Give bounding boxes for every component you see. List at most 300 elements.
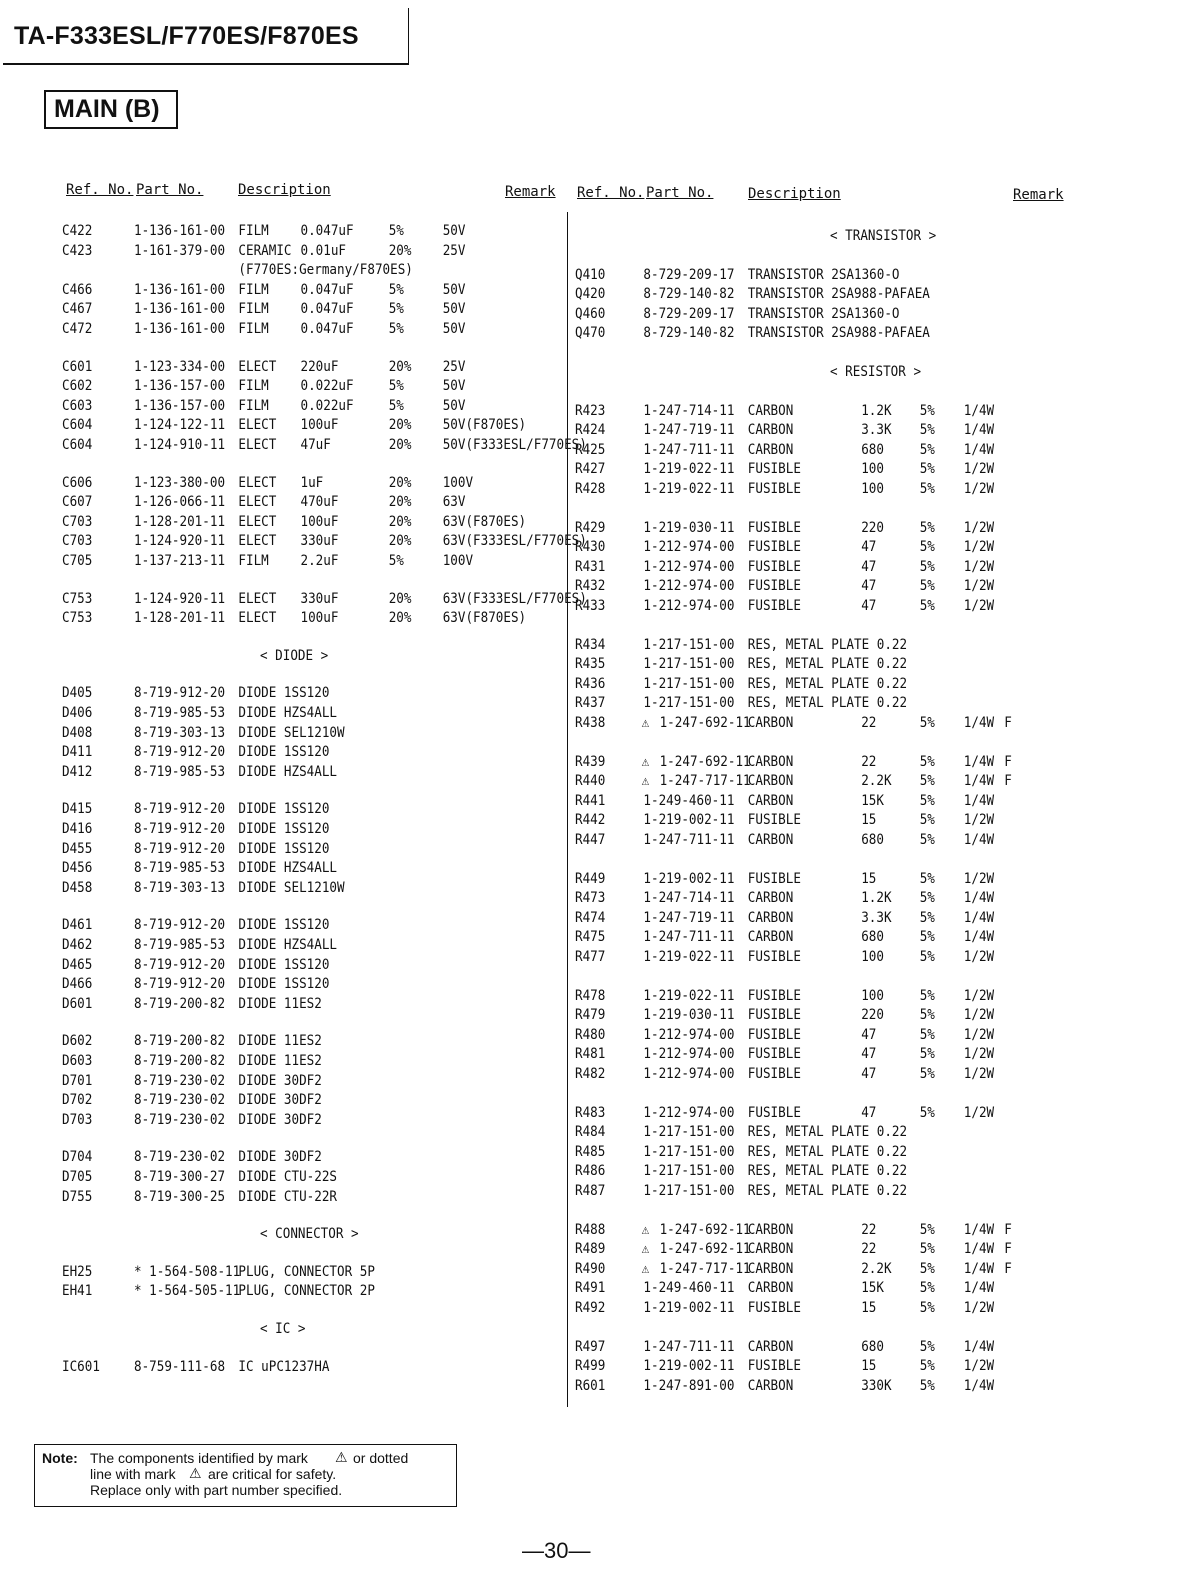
ref-no: R439 [575, 753, 606, 770]
tolerance: 5% [919, 578, 935, 595]
tolerance: 5% [919, 812, 935, 829]
ref-no: D462 [62, 937, 93, 953]
description: CARBON [747, 402, 794, 419]
value: 0.047uF [300, 321, 354, 337]
ref-no: R423 [575, 402, 606, 419]
ref-no: R427 [575, 461, 606, 478]
description: RES, METAL PLATE 0.22 [747, 675, 908, 692]
description: CARBON [747, 1260, 794, 1277]
part-no: 1-217-151-00 [643, 636, 735, 653]
ref-no: R491 [575, 1280, 606, 1297]
part-no: 8-719-230-02 [134, 1149, 226, 1166]
description: RES, METAL PLATE 0.22 [747, 1183, 908, 1199]
ref-no: C602 [62, 378, 93, 395]
part-no: 8-759-111-68 [134, 1358, 226, 1375]
part-row [575, 1046, 1088, 1065]
tolerance: 20% [388, 494, 412, 511]
description: FUSIBLE [747, 598, 801, 614]
part-row [575, 832, 1088, 851]
category-heading: < TRANSISTOR > [830, 228, 937, 244]
part-row [575, 676, 1088, 695]
ref-no: R437 [575, 695, 606, 712]
value: 470uF [300, 494, 339, 511]
description: CARBON [747, 422, 794, 439]
rating: 63V(F333ESL/F770ES) [442, 533, 587, 550]
tolerance: 20% [388, 533, 412, 550]
part-no: 8-719-985-53 [134, 937, 226, 953]
wattage: 1/2W [963, 949, 995, 965]
part-no: 8-719-985-53 [134, 705, 226, 721]
wattage: 1/4W [963, 1338, 995, 1355]
ref-no: R436 [575, 675, 606, 692]
value: 47 [861, 1066, 877, 1082]
part-no: 1-212-974-00 [643, 1046, 735, 1063]
tolerance: 5% [919, 598, 935, 614]
tolerance: 5% [919, 1241, 935, 1258]
tolerance: 5% [919, 929, 935, 946]
ref-no: R489 [575, 1241, 606, 1258]
ref-no: R435 [575, 656, 606, 673]
ref-no: C753 [62, 610, 93, 627]
wattage: 1/2W [963, 558, 995, 575]
ref-no: R447 [575, 832, 606, 848]
part-no: 1-219-002-11 [643, 870, 735, 887]
ref-no: Q410 [575, 266, 606, 283]
tolerance: 5% [919, 949, 935, 965]
description: RES, METAL PLATE 0.22 [747, 1143, 908, 1160]
part-row [575, 559, 1088, 578]
part-row [62, 398, 557, 417]
tolerance: 5% [919, 870, 935, 887]
value: 330uF [300, 590, 339, 607]
value: 47uF [300, 437, 331, 453]
value: 22 [861, 715, 877, 731]
wattage: 1/2W [963, 539, 995, 556]
ref-no: R441 [575, 792, 606, 809]
description: FUSIBLE [747, 1046, 801, 1063]
value: 680 [861, 929, 884, 946]
value: 15 [861, 870, 877, 887]
category-heading: < RESISTOR > [830, 364, 922, 380]
part-row [62, 725, 557, 744]
description: DIODE HZS4ALL [238, 860, 338, 877]
part-no: 8-719-912-20 [134, 956, 226, 973]
description: CARBON [747, 1221, 794, 1238]
rating: 63V(F870ES) [442, 610, 527, 627]
part-no: 8-719-912-20 [134, 821, 226, 837]
title-underline [3, 63, 409, 65]
ref-no: IC601 [62, 1358, 100, 1375]
description: ELECT [238, 590, 277, 607]
wattage: 1/4W [963, 1377, 995, 1394]
part-row [575, 306, 1088, 325]
part-row [575, 1378, 1088, 1397]
part-no: 8-719-303-13 [134, 724, 226, 741]
part-row [575, 286, 1088, 305]
rating: 50V [442, 281, 466, 298]
tolerance: 5% [919, 1260, 935, 1277]
part-row [62, 475, 557, 494]
description: CARBON [747, 441, 794, 458]
note-label: Note: [42, 1450, 78, 1466]
tolerance: 5% [919, 481, 935, 497]
description: ELECT [238, 417, 277, 434]
tolerance: 5% [919, 1026, 935, 1043]
tolerance: 5% [919, 1280, 935, 1297]
description: ELECT [238, 513, 277, 530]
wattage: 1/2W [963, 519, 995, 536]
ref-no: R601 [575, 1377, 606, 1394]
ref-no: C703 [62, 513, 93, 530]
description: TRANSISTOR 2SA1360-O [747, 305, 900, 322]
value: 100 [861, 481, 884, 497]
part-row [575, 1241, 1088, 1260]
part-row [575, 1222, 1088, 1241]
section-heading: MAIN (B) [54, 95, 160, 123]
description: FUSIBLE [747, 461, 801, 478]
value: 1.2K [861, 402, 892, 419]
wattage: 1/2W [963, 1026, 995, 1043]
remark: F [1004, 753, 1012, 770]
value: 0.047uF [300, 223, 354, 239]
ref-no: R425 [575, 441, 606, 458]
part-no: 1-212-974-00 [643, 1104, 735, 1121]
tolerance: 20% [388, 242, 412, 259]
description: FUSIBLE [747, 1026, 801, 1043]
ref-no: R449 [575, 870, 606, 887]
part-no: 1-217-151-00 [643, 675, 735, 692]
part-no: 8-719-200-82 [134, 1033, 226, 1050]
part-no: 1-217-151-00 [643, 1143, 735, 1160]
rating: 50V [442, 378, 466, 395]
value: 100uF [300, 610, 339, 627]
tolerance: 5% [388, 553, 404, 569]
part-row [62, 590, 587, 610]
tolerance: 20% [388, 474, 412, 491]
note-line-3: Replace only with part number specified. [90, 1482, 343, 1498]
safety-mark-icon: ⚠ [641, 1260, 650, 1277]
value: 47 [861, 1046, 877, 1063]
part-row [62, 1053, 557, 1072]
description: CARBON [747, 715, 794, 731]
description: DIODE HZS4ALL [238, 763, 338, 780]
part-no: 1-247-717-11 [659, 773, 751, 790]
part-row [575, 1027, 1088, 1046]
description: PLUG, CONNECTOR 2P [238, 1283, 375, 1300]
description: DIODE CTU-22S [238, 1169, 338, 1185]
tolerance: 5% [919, 1221, 935, 1238]
ref-no: C422 [62, 223, 93, 239]
ref-no: R499 [575, 1358, 606, 1375]
part-row [575, 793, 1088, 812]
part-no: 1-247-692-11 [659, 715, 751, 731]
wattage: 1/2W [963, 1066, 995, 1082]
part-row [575, 1183, 1088, 1202]
description: FILM [238, 553, 269, 569]
part-row [575, 1144, 1088, 1163]
tolerance: 5% [919, 441, 935, 458]
tolerance: 5% [388, 301, 404, 318]
rating: 50V [442, 301, 466, 318]
part-row [62, 821, 557, 840]
value: 1.2K [861, 890, 892, 907]
description: FUSIBLE [747, 987, 801, 1004]
part-row [575, 637, 1088, 656]
ref-no: R478 [575, 987, 606, 1004]
description: CARBON [747, 1280, 794, 1297]
ref-no: C703 [62, 533, 93, 550]
description: (F770ES:Germany/F870ES) [238, 262, 413, 279]
description: ELECT [238, 610, 277, 627]
part-no: 1-249-460-11 [643, 1280, 735, 1297]
description: FILM [238, 321, 269, 337]
ref-no: D701 [62, 1072, 93, 1089]
part-row [575, 988, 1088, 1007]
tolerance: 20% [388, 358, 412, 375]
wattage: 1/4W [963, 792, 995, 809]
part-no: 1-219-002-11 [643, 1300, 735, 1316]
description: CARBON [747, 929, 794, 946]
description: CARBON [747, 832, 794, 848]
remark: F [1004, 773, 1012, 790]
part-no: 8-719-300-27 [134, 1169, 226, 1185]
description: RES, METAL PLATE 0.22 [747, 656, 908, 673]
ref-no: R475 [575, 929, 606, 946]
ref-no: R429 [575, 519, 606, 536]
value: 0.022uF [300, 378, 354, 395]
value: 47 [861, 1104, 877, 1121]
part-no: 1-217-151-00 [643, 1183, 735, 1199]
part-row [62, 494, 557, 513]
value: 0.047uF [300, 301, 354, 318]
ref-no: C607 [62, 494, 93, 511]
part-row [575, 1261, 1088, 1280]
part-row [575, 812, 1088, 831]
description: DIODE 1SS120 [238, 744, 330, 761]
part-no: 1-136-161-00 [134, 321, 226, 337]
ref-no: R433 [575, 598, 606, 614]
part-no: 8-719-912-20 [134, 744, 226, 761]
part-no: 1-219-002-11 [643, 1358, 735, 1375]
description: DIODE 1SS120 [238, 840, 330, 857]
part-row [575, 1105, 1088, 1124]
part-row [62, 917, 557, 936]
description: CARBON [747, 773, 794, 790]
tolerance: 5% [919, 1066, 935, 1082]
value: 100 [861, 461, 884, 478]
tolerance: 5% [919, 715, 935, 731]
value: 2.2K [861, 773, 892, 790]
description: DIODE 11ES2 [238, 1053, 322, 1069]
ref-no: C601 [62, 358, 93, 375]
description: CARBON [747, 1241, 794, 1258]
part-row [62, 301, 557, 320]
description: DIODE SEL1210W [238, 879, 345, 896]
part-row [62, 1359, 557, 1378]
description: FUSIBLE [747, 578, 801, 595]
ref-no: D405 [62, 685, 93, 702]
part-no: 1-124-910-11 [134, 437, 226, 453]
part-no: 1-136-157-00 [134, 378, 226, 395]
description: DIODE 30DF2 [238, 1072, 322, 1089]
part-row [575, 1163, 1088, 1182]
part-row [62, 705, 557, 724]
value: 3.3K [861, 909, 892, 926]
ref-no: R430 [575, 539, 606, 556]
description: DIODE 11ES2 [238, 1033, 322, 1050]
header-part-no-right: Part No. [646, 185, 714, 201]
part-row [62, 996, 557, 1015]
part-no: 1-123-380-00 [134, 474, 226, 491]
ref-no: R480 [575, 1026, 606, 1043]
rating: 50V(F333ESL/F770ES) [442, 437, 587, 453]
tolerance: 5% [919, 1046, 935, 1063]
note-line-1b: or dotted [353, 1450, 409, 1466]
part-row [575, 1280, 1088, 1299]
part-row [575, 929, 1088, 948]
value: 22 [861, 753, 877, 770]
ref-no: R481 [575, 1046, 606, 1063]
part-no: 8-719-230-02 [134, 1092, 226, 1109]
ref-no: R485 [575, 1143, 606, 1160]
part-no: 1-247-719-11 [643, 422, 735, 439]
rating: 100V [442, 474, 474, 491]
part-no: 1-217-151-00 [643, 1124, 735, 1141]
part-no: 1-136-161-00 [134, 223, 226, 239]
value: 680 [861, 832, 884, 848]
part-no: * 1-564-505-11 [134, 1283, 241, 1300]
part-no: 8-729-209-17 [643, 266, 735, 283]
remark: F [1004, 715, 1012, 731]
description: FUSIBLE [747, 558, 801, 575]
safety-mark-icon: ⚠ [641, 1241, 650, 1258]
part-no: 1-123-334-00 [134, 358, 226, 375]
ref-no: R477 [575, 949, 606, 965]
part-no: 1-136-157-00 [134, 397, 226, 414]
part-no: 8-719-912-20 [134, 685, 226, 702]
part-row [575, 773, 1088, 792]
tolerance: 5% [919, 909, 935, 926]
value: 15 [861, 812, 877, 829]
tolerance: 5% [919, 1377, 935, 1394]
part-row [575, 1066, 1088, 1085]
part-row [62, 1033, 557, 1052]
ref-no: D456 [62, 860, 93, 877]
part-row [62, 1112, 557, 1131]
description: FUSIBLE [747, 1300, 801, 1316]
part-row [62, 1264, 557, 1283]
ref-no: R479 [575, 1007, 606, 1024]
part-row [575, 1358, 1088, 1377]
part-no: 1-212-974-00 [643, 558, 735, 575]
part-row [62, 1092, 557, 1111]
model-title: TA-F333ESL/F770ES/F870ES [14, 22, 359, 50]
part-row [62, 957, 557, 976]
part-no: 1-212-974-00 [643, 1026, 735, 1043]
header-ref-no: Ref. No. [66, 182, 134, 198]
description: FUSIBLE [747, 481, 801, 497]
value: 47 [861, 558, 877, 575]
part-no: 1-124-920-11 [134, 590, 226, 607]
part-row [575, 715, 1088, 734]
part-no: 1-247-711-11 [643, 1338, 735, 1355]
description: CARBON [747, 753, 794, 770]
part-no: 8-729-140-82 [643, 286, 735, 303]
value: 47 [861, 539, 877, 556]
tolerance: 5% [388, 397, 404, 414]
ref-no: D465 [62, 956, 93, 973]
description: DIODE 1SS120 [238, 956, 330, 973]
wattage: 1/2W [963, 598, 995, 614]
part-row [62, 1189, 557, 1208]
wattage: 1/2W [963, 987, 995, 1004]
value: 100uF [300, 513, 339, 530]
tolerance: 20% [388, 610, 412, 627]
part-no: 1-212-974-00 [643, 1066, 735, 1082]
ref-no: R442 [575, 812, 606, 829]
description: DIODE SEL1210W [238, 724, 345, 741]
part-row [62, 1073, 557, 1092]
ref-no: D458 [62, 879, 93, 896]
header-part-no: Part No. [136, 182, 204, 198]
part-no: 1-137-213-11 [134, 553, 226, 569]
ref-no: R483 [575, 1104, 606, 1121]
ref-no: C603 [62, 397, 93, 414]
tolerance: 5% [919, 402, 935, 419]
tolerance: 5% [919, 461, 935, 478]
rating: 25V [442, 242, 466, 259]
description: FILM [238, 378, 269, 395]
rating: 63V [442, 494, 466, 511]
part-no: 1-217-151-00 [643, 656, 735, 673]
wattage: 1/2W [963, 481, 995, 497]
tolerance: 20% [388, 513, 412, 530]
tolerance: 5% [919, 539, 935, 556]
part-no: 1-249-460-11 [643, 792, 735, 809]
part-row [62, 321, 557, 340]
description: FILM [238, 301, 269, 318]
wattage: 1/4W [963, 402, 995, 419]
wattage: 1/4W [963, 1260, 995, 1277]
ref-no: R487 [575, 1183, 606, 1199]
part-row [62, 514, 557, 533]
part-row [62, 610, 557, 629]
wattage: 1/4W [963, 422, 995, 439]
description: FILM [238, 397, 269, 414]
ref-no: D703 [62, 1111, 93, 1128]
value: 330uF [300, 533, 339, 550]
safety-mark-icon: ⚠ [641, 715, 650, 731]
rating: 50V(F870ES) [442, 417, 527, 434]
part-row [575, 1339, 1088, 1358]
part-row [62, 860, 557, 879]
ref-no: C604 [62, 437, 93, 453]
remark: F [1004, 1241, 1012, 1258]
part-no: 8-719-985-53 [134, 860, 226, 877]
part-no: 1-126-066-11 [134, 494, 226, 511]
description: DIODE CTU-22R [238, 1188, 338, 1205]
ref-no: C472 [62, 321, 93, 337]
value: 220 [861, 519, 884, 536]
description: DIODE 30DF2 [238, 1092, 322, 1109]
part-no: 1-219-030-11 [643, 519, 735, 536]
warning-mark-icon: ⚠ [189, 1465, 202, 1481]
remark: F [1004, 1221, 1012, 1238]
value: 3.3K [861, 422, 892, 439]
wattage: 1/4W [963, 890, 995, 907]
part-no: 1-247-714-11 [643, 402, 735, 419]
ref-no: R431 [575, 558, 606, 575]
